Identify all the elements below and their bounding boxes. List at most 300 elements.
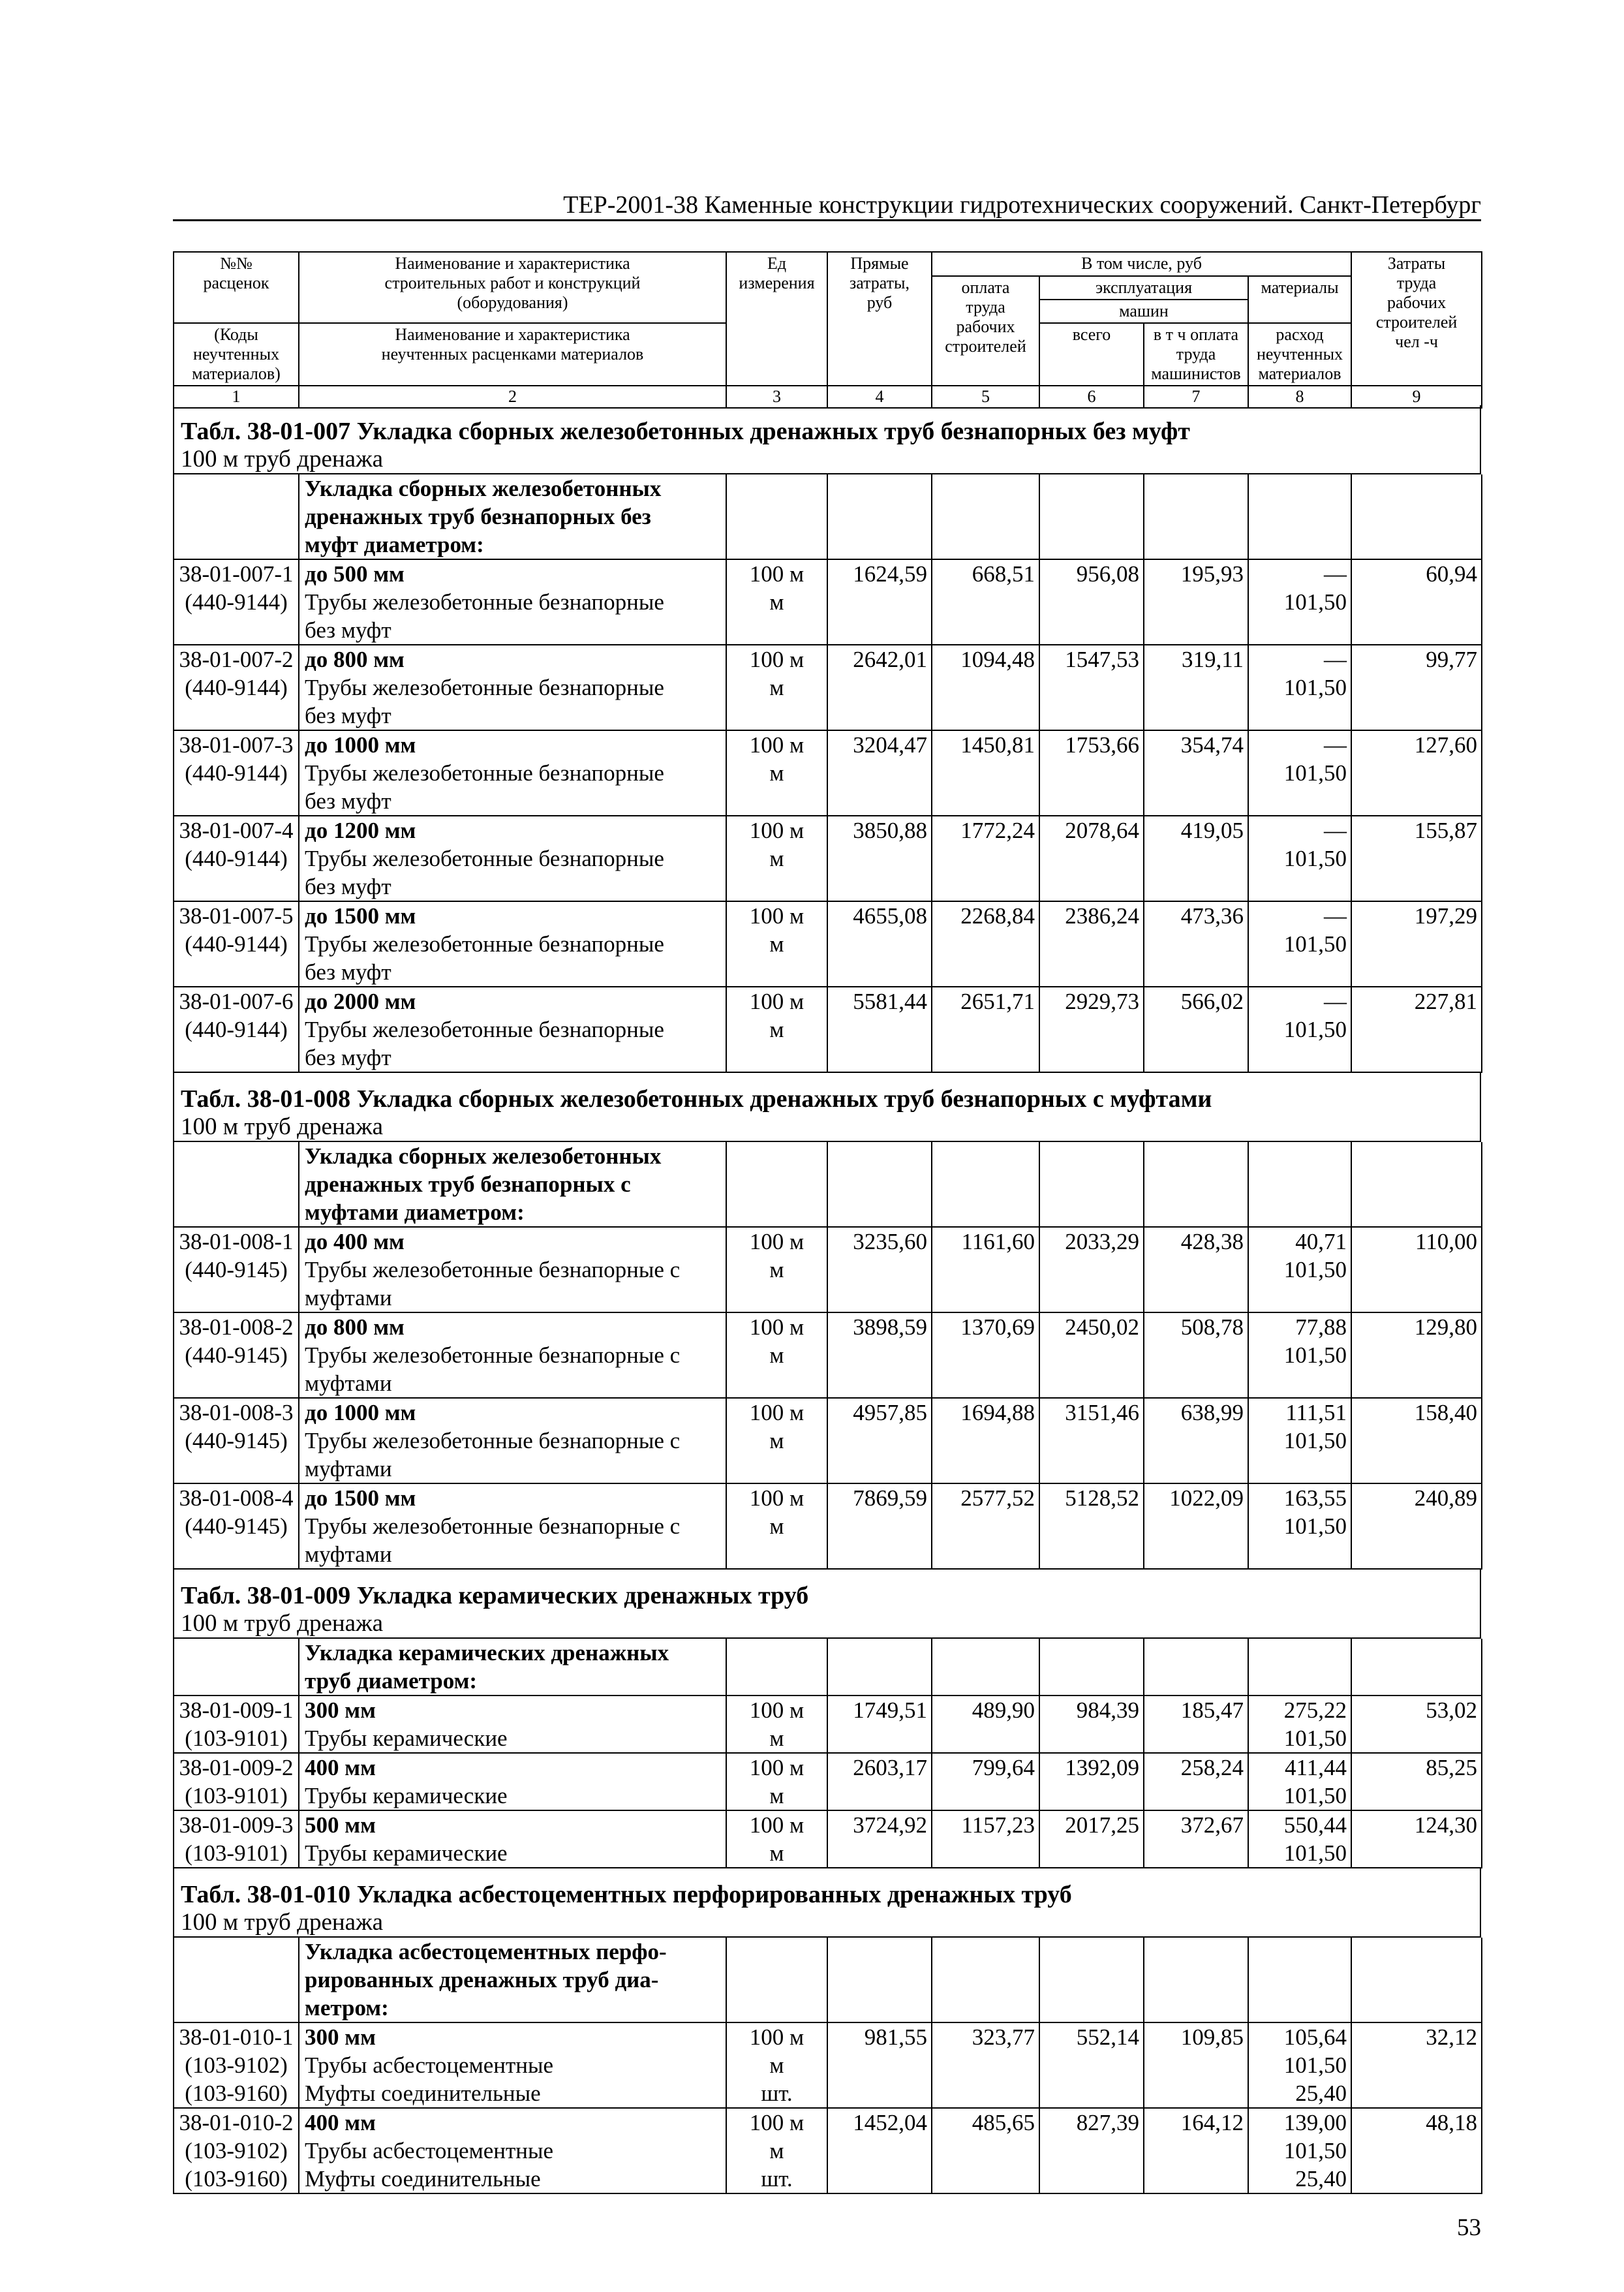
machinist-pay-cell xyxy=(1144,1398,1248,1483)
direct-cost-cell xyxy=(827,1312,932,1398)
blank-line xyxy=(832,1639,927,1667)
direct-cost: 7869,59 xyxy=(853,1485,927,1511)
rate-tables xyxy=(173,405,1481,2194)
direct-cost-cell xyxy=(827,1483,932,1569)
table-unit: 100 м труб дренажа xyxy=(181,1909,384,1936)
empty-cell xyxy=(932,1938,1039,2022)
empty-cell xyxy=(1351,1938,1482,2022)
labor-pay: 323,77 xyxy=(972,2024,1035,2050)
material-name: Муфты соединительные xyxy=(305,2166,541,2191)
unit-cell xyxy=(726,1810,827,1868)
material-unit: м xyxy=(769,846,784,871)
empty-cell xyxy=(1039,1938,1144,2022)
labor-hours: 197,29 xyxy=(1414,903,1477,929)
diameter-label: 300 мм xyxy=(305,2024,376,2050)
material-name: Трубы железобетонные безнапорные с xyxy=(305,1342,681,1368)
empty-cell xyxy=(932,1142,1039,1227)
direct-cost-header: Прямые затраты, руб xyxy=(827,252,932,386)
intro-cell xyxy=(299,1142,726,1227)
material-consumption: 101,50 xyxy=(1283,846,1347,871)
materials-cost: 275,22 xyxy=(1283,1697,1347,1723)
material-unit: м xyxy=(769,1726,784,1751)
labor-hours: 240,89 xyxy=(1414,1485,1477,1511)
materials-cell xyxy=(1248,730,1351,816)
intro-line: рированных дренажных труб диа- xyxy=(305,1967,659,1992)
material-unit: м xyxy=(769,1513,784,1539)
name-cell xyxy=(299,1753,726,1810)
machines-header-2: машин xyxy=(1039,300,1248,323)
machinist-pay: 319,11 xyxy=(1182,647,1244,672)
machine-cost-cell xyxy=(1039,1483,1144,1569)
machine-cost: 956,08 xyxy=(1076,561,1139,587)
col-index: 4 xyxy=(827,386,932,408)
blank-line xyxy=(1148,474,1244,503)
unit: 100 м xyxy=(749,989,804,1014)
machine-cost-cell xyxy=(1039,987,1144,1072)
material-code: (103-9160) xyxy=(185,2166,288,2191)
name-cell xyxy=(299,1312,726,1398)
table-unit: 100 м труб дренажа xyxy=(181,446,384,472)
labor-cell xyxy=(1351,645,1482,730)
labor-pay-cell xyxy=(932,816,1039,901)
material-name: Трубы железобетонные безнапорные xyxy=(305,760,664,786)
col-index: 1 xyxy=(174,386,299,408)
material-unit: шт. xyxy=(761,2166,793,2191)
machine-cost: 1753,66 xyxy=(1065,732,1139,758)
unit-cell xyxy=(726,730,827,816)
machinist-pay-cell xyxy=(1144,1696,1248,1753)
blank-line xyxy=(936,1639,1035,1667)
materials-cost: 77,88 xyxy=(1295,1314,1347,1340)
machine-cost: 827,39 xyxy=(1076,2110,1139,2135)
diameter-label: до 1000 мм xyxy=(305,1400,416,1425)
intro-line: муфтами диаметром: xyxy=(305,1200,525,1225)
diameter-label: до 1000 мм xyxy=(305,732,416,758)
labor-pay-cell xyxy=(932,987,1039,1072)
material-code: (440-9145) xyxy=(185,1342,288,1368)
material-code: (440-9144) xyxy=(185,1017,288,1042)
material-unit: м xyxy=(769,2052,784,2078)
material-consumption: 101,50 xyxy=(1283,1726,1347,1751)
column-index-row xyxy=(174,386,1482,408)
materials-cell xyxy=(1248,1312,1351,1398)
col-index: 8 xyxy=(1248,386,1351,408)
table-row xyxy=(174,2022,1482,2108)
machine-cost: 1547,53 xyxy=(1065,647,1139,672)
machinist-pay-cell xyxy=(1144,816,1248,901)
materials-cell xyxy=(1248,1810,1351,1868)
rate-code: 38-01-008-3 xyxy=(179,1400,294,1425)
material-unit: м xyxy=(769,675,784,700)
material-code: (440-9144) xyxy=(185,589,288,615)
materials-cell xyxy=(1248,1753,1351,1810)
blank-line xyxy=(1253,1938,1347,1966)
blank-line xyxy=(178,1142,294,1170)
material-code: (103-9101) xyxy=(185,1726,288,1751)
code-cell xyxy=(174,1483,299,1569)
machinist-pay: 473,36 xyxy=(1180,903,1244,929)
code-cell xyxy=(174,1312,299,1398)
labor-hours: 110,00 xyxy=(1415,1229,1477,1254)
material-code: (103-9102) xyxy=(185,2138,288,2163)
diameter-label: 300 мм xyxy=(305,1697,376,1723)
blank-line xyxy=(178,1639,294,1667)
direct-cost: 3724,92 xyxy=(853,1812,927,1838)
labor-hours: 99,77 xyxy=(1426,647,1477,672)
material-name: Трубы железобетонные безнапорные xyxy=(305,589,664,615)
intro-line: труб диаметром: xyxy=(305,1668,478,1694)
labor-pay-cell xyxy=(932,1483,1039,1569)
labor-pay: 2268,84 xyxy=(960,903,1035,929)
col2-bottom-header: Наименование и характеристика неучтенных расценками материалов xyxy=(299,323,726,386)
empty-cell xyxy=(1144,1938,1248,2022)
code-cell xyxy=(174,559,299,645)
table-row xyxy=(174,901,1482,987)
unit-cell xyxy=(726,2022,827,2108)
intro-line: Укладка сборных железобетонных xyxy=(305,1143,662,1169)
empty-cell xyxy=(1351,474,1482,559)
materials-cell xyxy=(1248,2022,1351,2108)
intro-line: дренажных труб безнапорных с xyxy=(305,1171,631,1197)
machinist-pay: 258,24 xyxy=(1180,1755,1244,1780)
machine-cost: 2078,64 xyxy=(1065,818,1139,843)
machinist-pay-cell xyxy=(1144,1753,1248,1810)
rate-code: 38-01-007-1 xyxy=(179,561,294,587)
table-title-block xyxy=(173,1868,1481,1938)
blank-line xyxy=(731,474,823,503)
code-cell xyxy=(174,1227,299,1312)
blank-line xyxy=(1356,1639,1477,1667)
unit-cell xyxy=(726,1398,827,1483)
unit-cell xyxy=(726,987,827,1072)
labor-pay-cell xyxy=(932,2108,1039,2193)
material-consumption: 25,40 xyxy=(1295,2081,1347,2106)
materials-cell xyxy=(1248,1483,1351,1569)
intro-row xyxy=(174,1142,1482,1227)
direct-cost-cell xyxy=(827,1696,932,1753)
direct-cost: 2642,01 xyxy=(853,647,927,672)
blank-line xyxy=(1044,474,1139,503)
code-cell xyxy=(174,730,299,816)
machine-cost: 984,39 xyxy=(1076,1697,1139,1723)
materials-cost: — xyxy=(1324,732,1347,758)
labor-cell xyxy=(1351,730,1482,816)
labor-pay-cell xyxy=(932,1312,1039,1398)
rate-code: 38-01-008-2 xyxy=(179,1314,294,1340)
table-title: Табл. 38-01-007 Укладка сборных железобетонных дренажных труб безнапорных без муфт xyxy=(181,418,1190,445)
machine-cost-cell xyxy=(1039,1398,1144,1483)
unit-cell xyxy=(726,2108,827,2193)
unit: 100 м xyxy=(749,903,804,929)
material-name: Трубы керамические xyxy=(305,1726,508,1751)
empty-cell xyxy=(827,1639,932,1696)
direct-cost-cell xyxy=(827,645,932,730)
empty-cell xyxy=(726,1938,827,2022)
material-name: без муфт xyxy=(305,1045,391,1070)
unit: 100 м xyxy=(749,732,804,758)
labor-pay: 1094,48 xyxy=(960,647,1035,672)
machinist-pay-cell xyxy=(1144,1483,1248,1569)
materials-cell xyxy=(1248,645,1351,730)
direct-cost-cell xyxy=(827,1810,932,1868)
rate-code: 38-01-007-2 xyxy=(179,647,294,672)
materials-cost: — xyxy=(1324,989,1347,1014)
table-unit: 100 м труб дренажа xyxy=(181,1610,384,1637)
materials-cell xyxy=(1248,1227,1351,1312)
empty-cell xyxy=(1039,474,1144,559)
material-code: (440-9145) xyxy=(185,1428,288,1453)
machine-cost-cell xyxy=(1039,816,1144,901)
materials-cost: 411,44 xyxy=(1285,1755,1347,1780)
material-consumption: 101,50 xyxy=(1283,1783,1347,1808)
material-name: Трубы керамические xyxy=(305,1840,508,1866)
code-cell xyxy=(174,901,299,987)
rate-code: 38-01-008-1 xyxy=(179,1229,294,1254)
table-row xyxy=(174,1753,1482,1810)
material-code: (103-9160) xyxy=(185,2081,288,2106)
labor-cell xyxy=(1351,1483,1482,1569)
diameter-label: до 800 мм xyxy=(305,647,405,672)
machinist-pay: 195,93 xyxy=(1180,561,1244,587)
empty-cell xyxy=(174,1639,299,1696)
table-row xyxy=(174,1810,1482,1868)
labor-pay-cell xyxy=(932,559,1039,645)
material-name: Трубы асбестоцементные xyxy=(305,2138,554,2163)
direct-cost: 5581,44 xyxy=(853,989,927,1014)
material-consumption: 101,50 xyxy=(1283,2138,1347,2163)
direct-cost: 981,55 xyxy=(864,2024,927,2050)
material-consumption: 101,50 xyxy=(1283,589,1347,615)
labor-pay: 489,90 xyxy=(972,1697,1035,1723)
unit: 100 м xyxy=(749,1400,804,1425)
diameter-label: до 1200 мм xyxy=(305,818,416,843)
direct-cost: 2603,17 xyxy=(853,1755,927,1780)
machine-cost-cell xyxy=(1039,645,1144,730)
unit: 100 м xyxy=(749,647,804,672)
empty-cell xyxy=(726,1142,827,1227)
intro-line: муфт диаметром: xyxy=(305,532,484,557)
machine-cost: 2450,02 xyxy=(1065,1314,1139,1340)
empty-cell xyxy=(1248,1142,1351,1227)
material-name: без муфт xyxy=(305,788,391,814)
unit-cell xyxy=(726,901,827,987)
material-code: (103-9102) xyxy=(185,2052,288,2078)
machine-cost: 3151,46 xyxy=(1065,1400,1139,1425)
table-row xyxy=(174,730,1482,816)
labor-cell xyxy=(1351,1810,1482,1868)
table-title: Табл. 38-01-008 Укладка сборных железобетонных дренажных труб безнапорных с муфтами xyxy=(181,1085,1212,1113)
machine-cost-cell xyxy=(1039,1753,1144,1810)
unit: 100 м xyxy=(749,561,804,587)
rate-code: 38-01-007-3 xyxy=(179,732,294,758)
table-row xyxy=(174,1398,1482,1483)
material-unit: м xyxy=(769,760,784,786)
machinist-pay: 1022,09 xyxy=(1169,1485,1244,1511)
blank-line xyxy=(1356,1142,1477,1170)
direct-cost-cell xyxy=(827,901,932,987)
labor-pay-cell xyxy=(932,1810,1039,1868)
direct-cost-cell xyxy=(827,1398,932,1483)
table-unit: 100 м труб дренажа xyxy=(181,1113,384,1140)
intro-line: Укладка сборных железобетонных xyxy=(305,476,662,501)
machinist-pay: 566,02 xyxy=(1180,989,1244,1014)
direct-cost-cell xyxy=(827,2022,932,2108)
unit: 100 м xyxy=(749,1697,804,1723)
unit: 100 м xyxy=(749,818,804,843)
labor-pay: 485,65 xyxy=(972,2110,1035,2135)
labor-hours: 158,40 xyxy=(1414,1400,1477,1425)
blank-line xyxy=(1044,1938,1139,1966)
machinist-pay: 428,38 xyxy=(1180,1229,1244,1254)
empty-cell xyxy=(827,1142,932,1227)
rate-code: 38-01-008-4 xyxy=(179,1485,294,1511)
machine-cost-cell xyxy=(1039,1810,1144,1868)
empty-cell xyxy=(174,1938,299,2022)
rate-code: 38-01-010-2 xyxy=(179,2110,294,2135)
machine-cost: 2017,25 xyxy=(1065,1812,1139,1838)
material-unit: шт. xyxy=(761,2081,793,2106)
labor-hours: 53,02 xyxy=(1426,1697,1477,1723)
empty-cell xyxy=(1248,1938,1351,2022)
materials-header: материалы xyxy=(1248,276,1351,323)
direct-cost-cell xyxy=(827,816,932,901)
empty-cell xyxy=(1144,1639,1248,1696)
intro-row xyxy=(174,1938,1482,2022)
materials-cell xyxy=(1248,2108,1351,2193)
rate-table xyxy=(173,1938,1482,2194)
rate-code: 38-01-007-6 xyxy=(179,989,294,1014)
rate-code: 38-01-009-2 xyxy=(179,1755,294,1780)
name-cell xyxy=(299,1483,726,1569)
name-cell xyxy=(299,559,726,645)
machinist-pay-cell xyxy=(1144,901,1248,987)
code-cell xyxy=(174,2022,299,2108)
blank-line xyxy=(1253,474,1347,503)
table-row xyxy=(174,1312,1482,1398)
labor-cell xyxy=(1351,1753,1482,1810)
blank-line xyxy=(936,1938,1035,1966)
code-cell xyxy=(174,1696,299,1753)
material-unit: м xyxy=(769,2138,784,2163)
intro-cell xyxy=(299,474,726,559)
machine-cost-cell xyxy=(1039,2022,1144,2108)
direct-cost: 1749,51 xyxy=(853,1697,927,1723)
material-unit: м xyxy=(769,1017,784,1042)
diameter-label: до 500 мм xyxy=(305,561,405,587)
material-code: (440-9144) xyxy=(185,846,288,871)
unit-cell xyxy=(726,1483,827,1569)
col1-bottom-header: (Коды неучтенных материалов) xyxy=(174,323,299,386)
table-row xyxy=(174,559,1482,645)
blank-line xyxy=(832,1142,927,1170)
table-row xyxy=(174,1696,1482,1753)
direct-cost: 4957,85 xyxy=(853,1400,927,1425)
empty-cell xyxy=(932,474,1039,559)
empty-cell xyxy=(1039,1142,1144,1227)
empty-cell xyxy=(174,474,299,559)
materials-cost: 550,44 xyxy=(1283,1812,1347,1838)
direct-cost: 1624,59 xyxy=(853,561,927,587)
page-number: 53 xyxy=(1457,2214,1481,2241)
labor-header: Затраты труда рабочих строителей чел -ч xyxy=(1351,252,1482,386)
blank-line xyxy=(832,1938,927,1966)
material-name: Трубы железобетонные безнапорные xyxy=(305,931,664,957)
labor-pay: 1450,81 xyxy=(960,732,1035,758)
empty-cell xyxy=(1039,1639,1144,1696)
direct-cost: 3235,60 xyxy=(853,1229,927,1254)
machine-cost-cell xyxy=(1039,1696,1144,1753)
machinist-pay: 638,99 xyxy=(1180,1400,1244,1425)
labor-hours: 32,12 xyxy=(1426,2024,1477,2050)
material-consumption: 101,50 xyxy=(1283,2052,1347,2078)
machine-cost-cell xyxy=(1039,1312,1144,1398)
machine-cost: 1392,09 xyxy=(1065,1755,1139,1780)
machine-cost-cell xyxy=(1039,1227,1144,1312)
unit-cell xyxy=(726,645,827,730)
code-cell xyxy=(174,2108,299,2193)
unit-cell xyxy=(726,1753,827,1810)
blank-line xyxy=(731,1938,823,1966)
unit: 100 м xyxy=(749,2110,804,2135)
diameter-label: до 800 мм xyxy=(305,1314,405,1340)
labor-pay-cell xyxy=(932,645,1039,730)
material-name: муфтами xyxy=(305,1371,392,1396)
labor-pay: 799,64 xyxy=(972,1755,1035,1780)
material-unit: м xyxy=(769,589,784,615)
blank-line xyxy=(178,1938,294,1966)
direct-cost-cell xyxy=(827,730,932,816)
table-row xyxy=(174,645,1482,730)
intro-line: Укладка асбестоцементных перфо- xyxy=(305,1939,667,1964)
empty-cell xyxy=(1351,1142,1482,1227)
empty-cell xyxy=(1144,1142,1248,1227)
name-cell xyxy=(299,730,726,816)
machinist-pay-cell xyxy=(1144,2022,1248,2108)
direct-cost-cell xyxy=(827,1227,932,1312)
empty-cell xyxy=(1144,474,1248,559)
material-code: (103-9101) xyxy=(185,1840,288,1866)
direct-cost-cell xyxy=(827,1753,932,1810)
col-index: 2 xyxy=(299,386,726,408)
labor-hours: 85,25 xyxy=(1426,1755,1477,1780)
direct-cost-cell xyxy=(827,2108,932,2193)
material-name: Трубы железобетонные безнапорные xyxy=(305,846,664,871)
breakdown-header: В том числе, руб xyxy=(932,252,1351,276)
diameter-label: до 1500 мм xyxy=(305,903,416,929)
material-unit: м xyxy=(769,1257,784,1282)
material-consumption: 101,50 xyxy=(1283,1513,1347,1539)
blank-line xyxy=(1356,1938,1477,1966)
materials-cost: 111,51 xyxy=(1285,1400,1347,1425)
intro-line: Укладка керамических дренажных xyxy=(305,1640,669,1665)
name-cell xyxy=(299,1696,726,1753)
diameter-label: до 400 мм xyxy=(305,1229,405,1254)
material-name: без муфт xyxy=(305,617,391,643)
name-cell xyxy=(299,1227,726,1312)
col2-top-header: Наименование и характеристика строительных работ и конструкций (оборудования) xyxy=(299,252,726,323)
labor-hours: 127,60 xyxy=(1414,732,1477,758)
blank-line xyxy=(1148,1938,1244,1966)
labor-cell xyxy=(1351,987,1482,1072)
blank-line xyxy=(1044,1142,1139,1170)
blank-line xyxy=(1148,1142,1244,1170)
machinist-pay-cell xyxy=(1144,1227,1248,1312)
labor-pay: 1772,24 xyxy=(960,818,1035,843)
labor-cell xyxy=(1351,816,1482,901)
intro-row xyxy=(174,1639,1482,1696)
labor-pay: 2577,52 xyxy=(960,1485,1035,1511)
unit: 100 м xyxy=(749,1755,804,1780)
